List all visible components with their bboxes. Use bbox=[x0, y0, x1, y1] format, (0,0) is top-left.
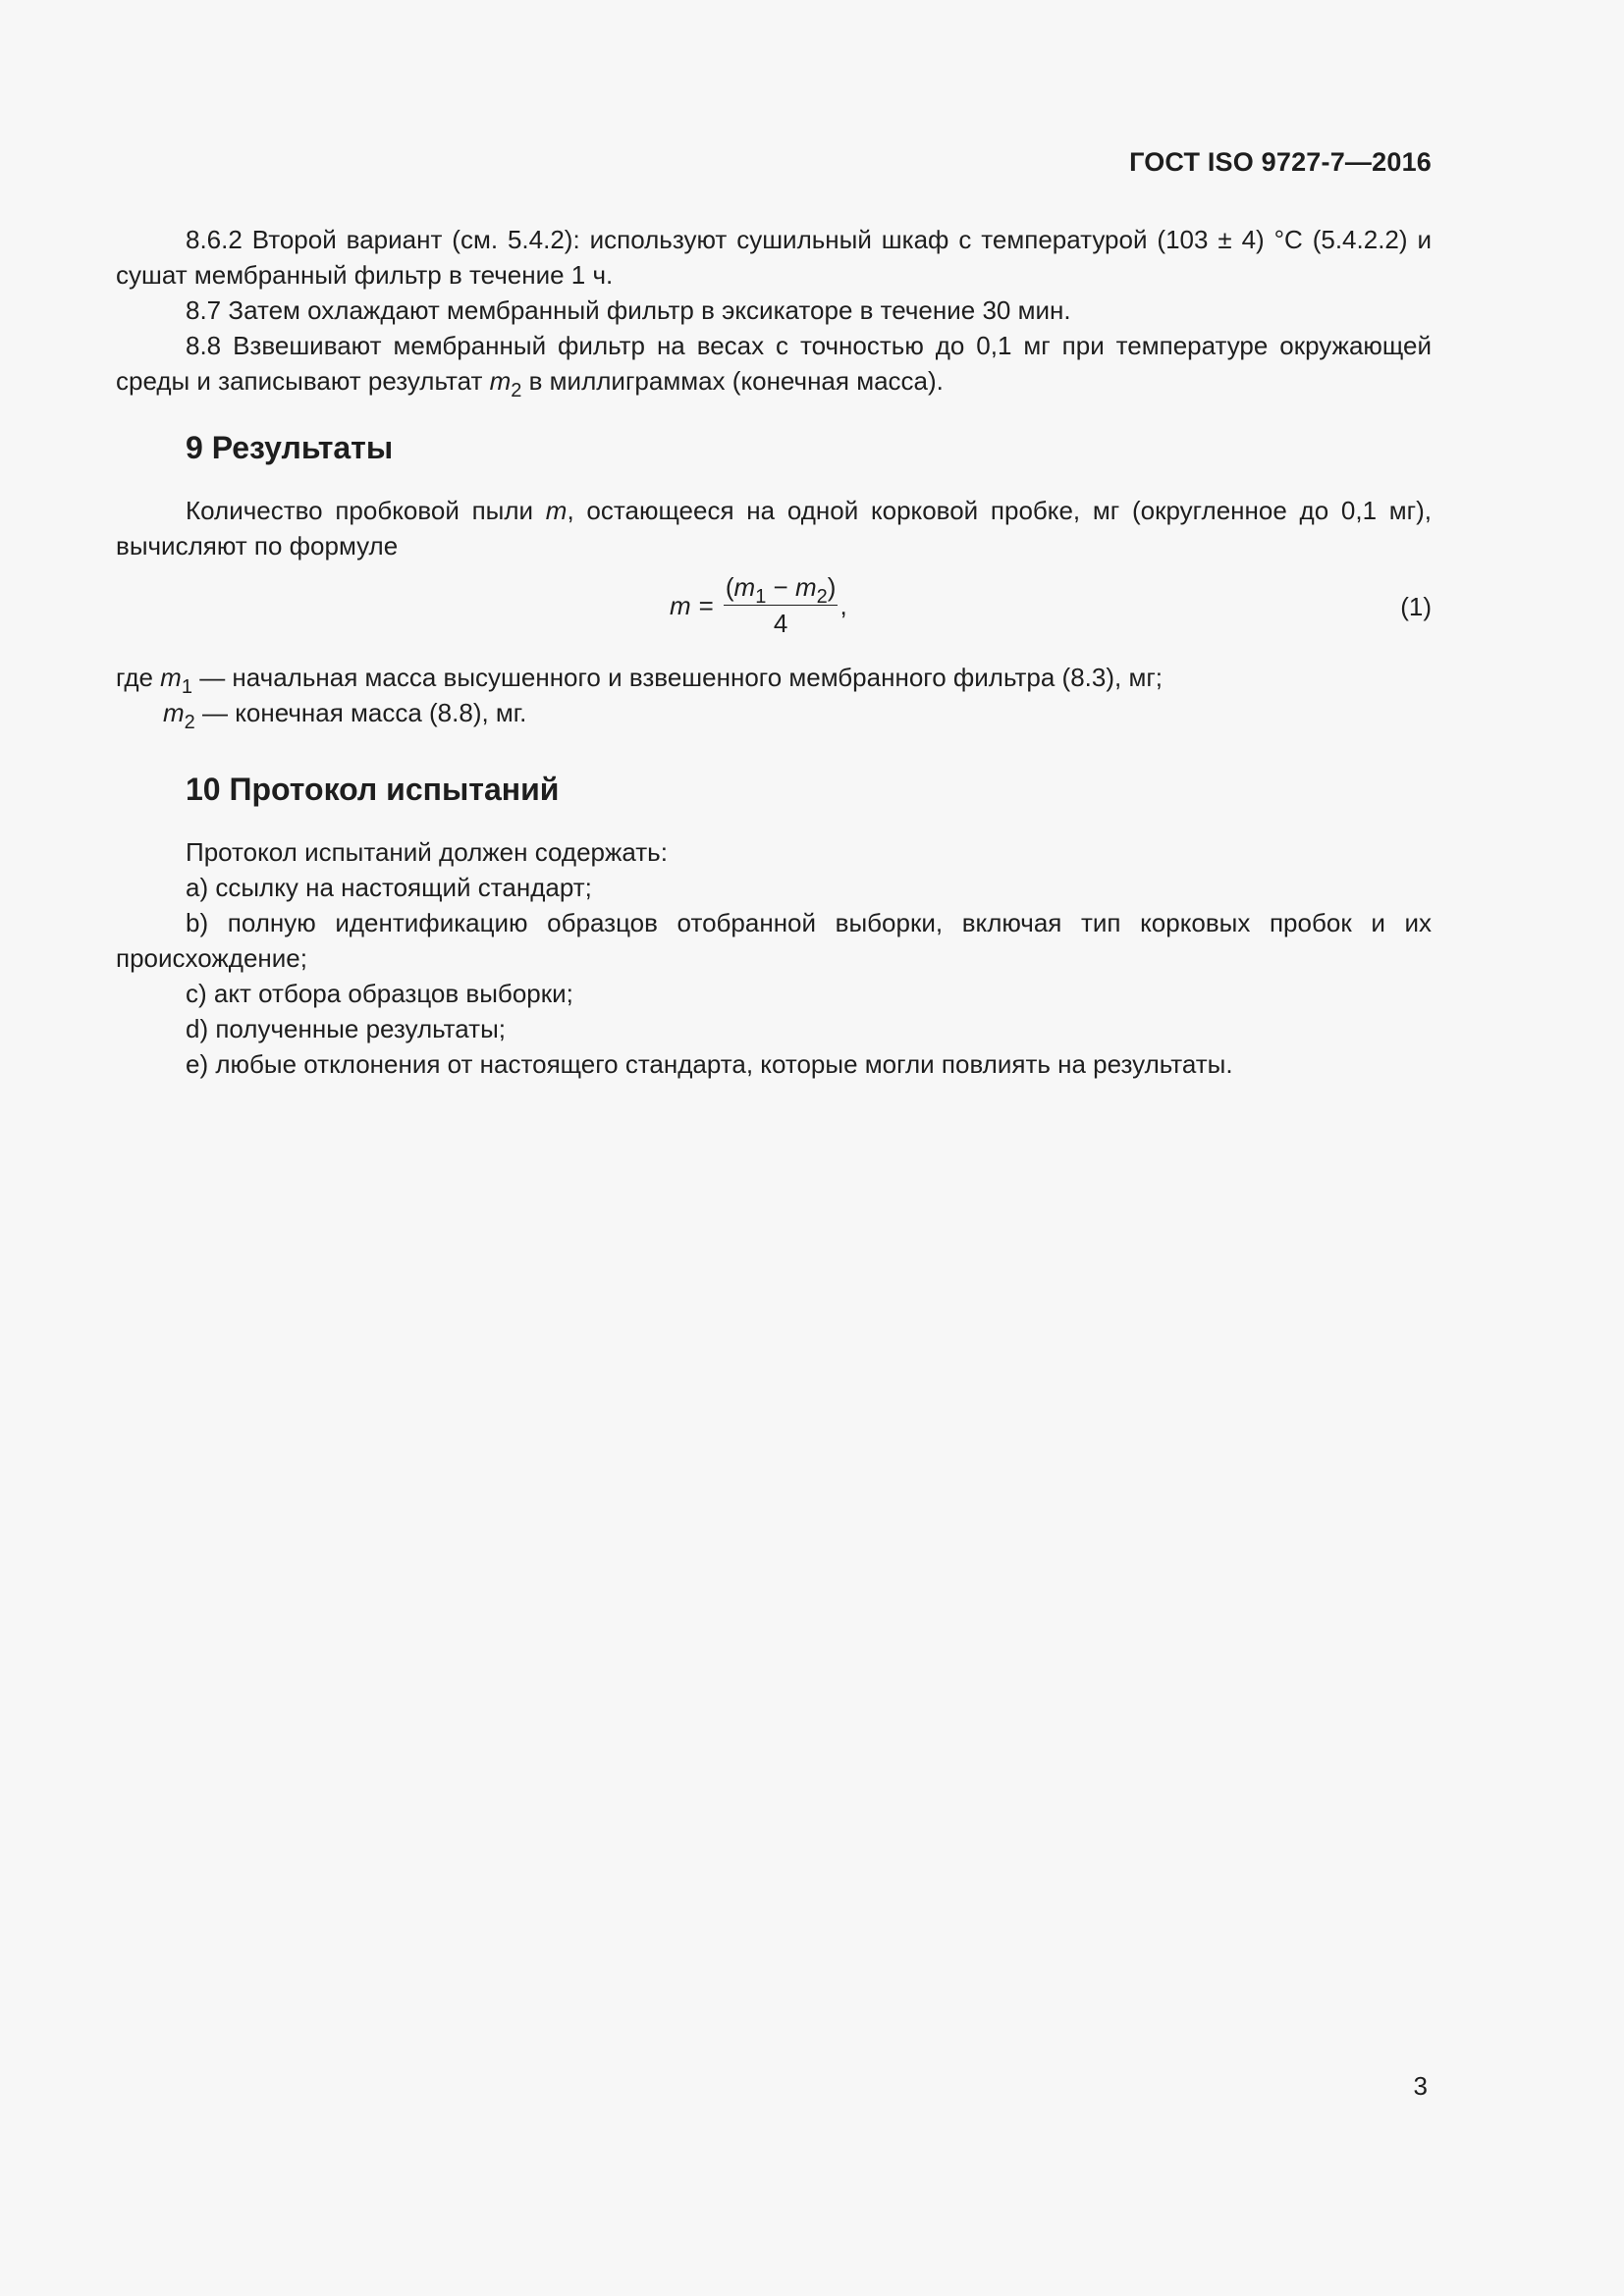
list-item-e: e) любые отклонения от настоящего стандарта, которые могли повлиять на результаты. bbox=[186, 1049, 1233, 1079]
list-item-c: c) акт отбора образцов выборки; bbox=[186, 979, 573, 1008]
variable-m2: m bbox=[794, 572, 817, 602]
section-9-paragraph bbox=[116, 493, 1432, 563]
page-content bbox=[116, 222, 1432, 1082]
subscript-2: 2 bbox=[816, 586, 828, 608]
paragraph-8-8-text-end: в миллиграммах (конечная масса). bbox=[521, 366, 944, 396]
list-item-a: a) ссылку на настоящий стандарт; bbox=[186, 873, 592, 902]
paragraph-8-8 bbox=[116, 328, 1432, 399]
where-m1-text: — начальная масса высушенного и взвешенного мембранного фильтра (8.3), мг; bbox=[191, 663, 1164, 692]
subscript-2: 2 bbox=[184, 712, 195, 733]
minus-sign: − bbox=[766, 572, 795, 602]
formula bbox=[670, 571, 847, 639]
where-m2-text: — конечная масса (8.8), мг. bbox=[194, 698, 527, 727]
paragraph-8-8-text-start: 8.8 Взвешивают мембранный фильтр на весах с точностью до 0,1 мг при температуре окружающей среды и записывают результат bbox=[116, 331, 1432, 396]
where-m2 bbox=[116, 695, 1432, 733]
document-code-header: ГОСТ ISO 9727-7—2016 bbox=[1129, 147, 1432, 177]
list-item-d: d) полученные результаты; bbox=[186, 1014, 506, 1043]
subscript: 2 bbox=[511, 380, 522, 401]
page-number: 3 bbox=[1413, 2071, 1428, 2101]
variable-m1: m bbox=[733, 572, 756, 602]
variable-m1: m bbox=[160, 663, 182, 692]
section-10-heading: 10 Протокол испытаний bbox=[186, 772, 560, 807]
list-item-b: b) полную идентификацию образцов отобранной выборки, включая тип корковых пробок и их происхождение; bbox=[116, 908, 1432, 973]
paragraph-8-6-2: 8.6.2 Второй вариант (см. 5.4.2): используют сушильный шкаф с температурой (103 ± 4) °С (5.4.2.2) и сушат мембранный фильтр в течение 1 ч. bbox=[116, 225, 1432, 290]
variable-m: m bbox=[489, 366, 512, 396]
section-10-intro: Протокол испытаний должен содержать: bbox=[186, 837, 668, 867]
formula-denominator: 4 bbox=[773, 609, 788, 638]
equation-number: (1) bbox=[1400, 592, 1432, 621]
subscript-1: 1 bbox=[755, 586, 767, 608]
section-9-heading: 9 Результаты bbox=[186, 430, 394, 465]
where-prefix: где bbox=[116, 663, 161, 692]
section-9-text-start: Количество пробковой пыли bbox=[186, 496, 546, 525]
subscript-1: 1 bbox=[181, 676, 192, 698]
paragraph-8-7: 8.7 Затем охлаждают мембранный фильтр в эксикаторе в течение 30 мин. bbox=[186, 295, 1071, 325]
paren-close: ) bbox=[827, 572, 837, 602]
formula-comma: , bbox=[839, 590, 847, 620]
variable-m2: m bbox=[163, 698, 185, 727]
paren-open: ( bbox=[725, 572, 734, 602]
formula-fraction bbox=[724, 571, 839, 639]
formula-lhs: m bbox=[670, 590, 691, 620]
formula-row bbox=[116, 567, 1432, 650]
section-9-text-end: , остающееся на одной корковой пробке, мг (округленное до 0,1 мг), вычисляют по формуле bbox=[116, 496, 1432, 561]
formula-equals: = bbox=[698, 590, 714, 620]
formula-numerator bbox=[724, 571, 839, 606]
variable-m: m bbox=[545, 496, 568, 525]
where-m1 bbox=[116, 660, 1432, 698]
